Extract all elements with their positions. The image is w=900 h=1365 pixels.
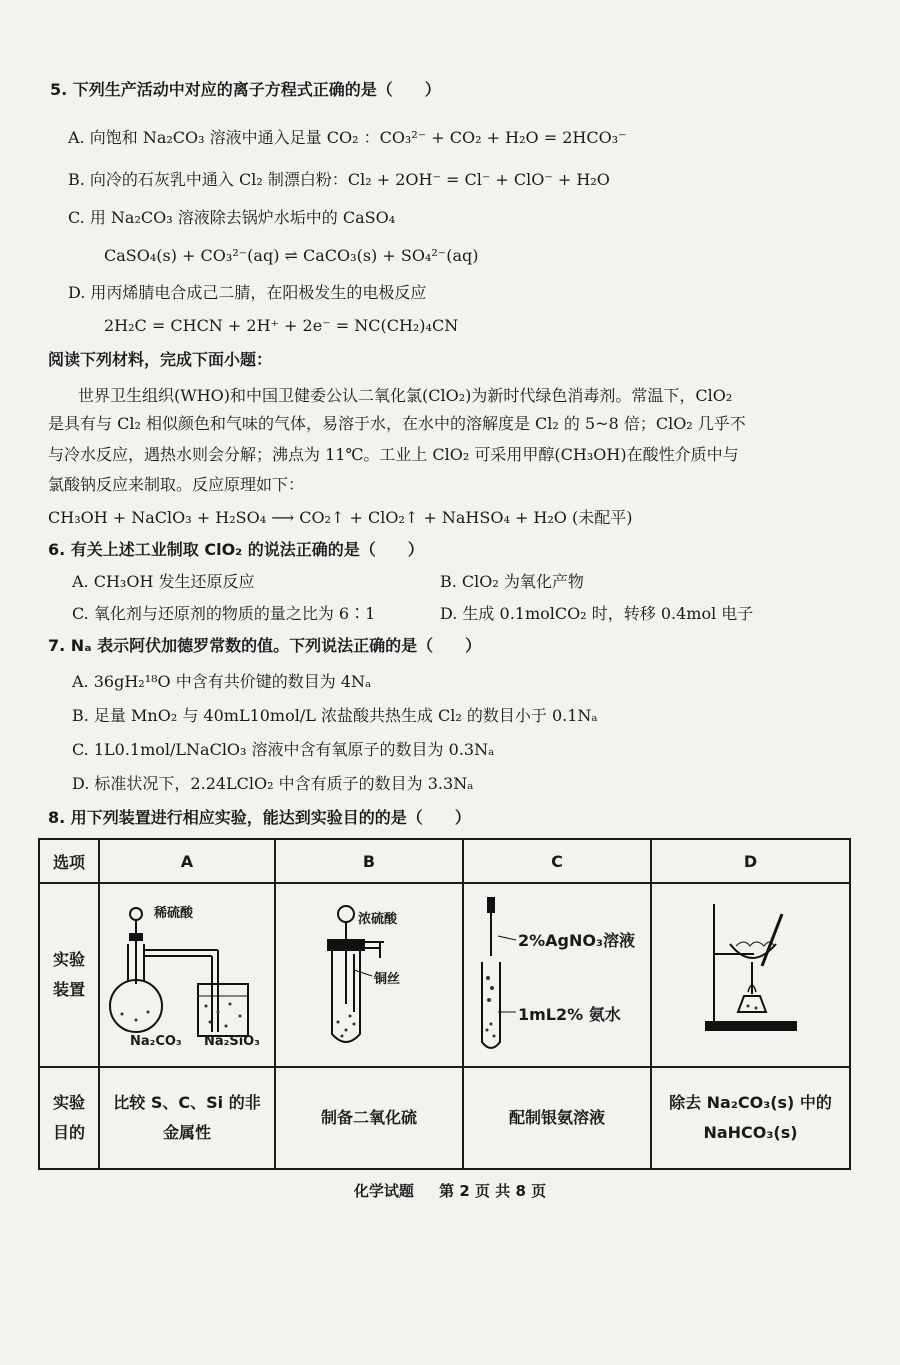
- table-header-row: [39, 839, 850, 883]
- q8-stem: 8. 用下列装置进行相应实验，能达到实验目的的是（ ）: [48, 808, 471, 827]
- purpose-a: [99, 1067, 275, 1169]
- purpose-a-line-2: 金属性: [162, 1123, 211, 1142]
- footer-page-number: 第 2 页 共 8 页: [439, 1182, 547, 1200]
- reading-line-1: 世界卫生组织(WHO)和中国卫健委公认二氧化氯(ClO₂)为新时代绿色消毒剂。常温下，ClO₂: [78, 386, 733, 405]
- apparatus-a-label-left: Na₂CO₃: [130, 1034, 182, 1049]
- q5-option-c-equation: CaSO₄(s) + CO₃²⁻(aq) ⇌ CaCO₃(s) + SO₄²⁻(aq): [104, 246, 479, 265]
- reading-equation: CH₃OH + NaClO₃ + H₂SO₄ ⟶ CO₂↑ + ClO₂↑ + NaHSO₄ + H₂O (未配平): [48, 508, 633, 527]
- q7-option-c: C. 1L0.1mol/LNaClO₃ 溶液中含有氧原子的数目为 0.3Nₐ: [72, 740, 495, 759]
- apparatus-row-label: [39, 883, 99, 1067]
- q6-option-a: A. CH₃OH 发生还原反应: [72, 572, 255, 591]
- reading-heading: 阅读下列材料，完成下面小题：: [48, 350, 273, 369]
- q7-option-a: A. 36gH₂¹⁸O 中含有共价键的数目为 4Nₐ: [72, 672, 372, 691]
- apparatus-c-label-bottom: 1mL2% 氨水: [518, 1005, 621, 1024]
- page-footer: [0, 1180, 900, 1201]
- q5-stem: 5. 下列生产活动中对应的离子方程式正确的是（ ）: [50, 80, 441, 99]
- apparatus-label-line-1: 实验: [52, 950, 85, 969]
- experiment-table: [38, 838, 851, 1170]
- q6-stem: 6. 有关上述工业制取 ClO₂ 的说法正确的是（ ）: [48, 540, 424, 559]
- q6-option-c: C. 氧化剂与还原剂的物质的量之比为 6∶1: [72, 604, 376, 623]
- apparatus-b-label-side: 铜丝: [374, 972, 401, 987]
- apparatus-b: [275, 883, 463, 1067]
- q5-option-d-equation: 2H₂C = CHCN + 2H⁺ + 2e⁻ = NC(CH₂)₄CN: [104, 316, 459, 335]
- reading-line-3: 与冷水反应，遇热水则会分解；沸点为 11℃。工业上 ClO₂ 可采用甲醇(CH₃OH)在酸性介质中与: [48, 445, 739, 464]
- header-c: C: [463, 839, 651, 883]
- header-d: D: [651, 839, 850, 883]
- purpose-a-line-1: 比较 S、C、Si 的非: [113, 1093, 261, 1112]
- header-b: B: [275, 839, 463, 883]
- q6-option-d: D. 生成 0.1molCO₂ 时，转移 0.4mol 电子: [440, 604, 754, 623]
- purpose-label-line-2: 目的: [52, 1123, 85, 1142]
- q7-stem: 7. Nₐ 表示阿伏加德罗常数的值。下列说法正确的是（ ）: [48, 636, 482, 655]
- purpose-c: [463, 1067, 651, 1169]
- q5-option-b: B. 向冷的石灰乳中通入 Cl₂ 制漂白粉：Cl₂ + 2OH⁻ = Cl⁻ + ClO⁻ + H₂O: [68, 170, 610, 189]
- purpose-d-line-1: 除去 Na₂CO₃(s) 中的: [669, 1093, 832, 1112]
- purpose-b-text: 制备二氧化硫: [320, 1108, 417, 1127]
- purpose-label-line-1: 实验: [52, 1093, 85, 1112]
- apparatus-c-label-top: 2%AgNO₃溶液: [518, 931, 636, 950]
- apparatus-label-line-2: 装置: [52, 980, 85, 999]
- q5-option-d: D. 用丙烯腈电合成己二腈，在阳极发生的电极反应: [68, 283, 427, 302]
- purpose-b: [275, 1067, 463, 1169]
- apparatus-b-label-top: 浓硫酸: [358, 912, 398, 927]
- apparatus-d: [651, 883, 850, 1067]
- purpose-d-line-2: NaHCO₃(s): [703, 1123, 798, 1142]
- apparatus-c-drawing: [464, 884, 652, 1066]
- q5-option-a: A. 向饱和 Na₂CO₃ 溶液中通入足量 CO₂ ：CO₃²⁻ + CO₂ + H₂O = 2HCO₃⁻: [68, 128, 627, 147]
- purpose-c-text: 配制银氨溶液: [508, 1108, 605, 1127]
- header-a: A: [99, 839, 275, 883]
- reading-line-4: 氯酸钠反应来制取。反应原理如下：: [48, 475, 305, 494]
- apparatus-c: [463, 883, 651, 1067]
- q7-option-b: B. 足量 MnO₂ 与 40mL10mol/L 浓盐酸共热生成 Cl₂ 的数目小于 0.1Nₐ: [72, 706, 598, 725]
- q7-option-d: D. 标准状况下，2.24LClO₂ 中含有质子的数目为 3.3Nₐ: [72, 774, 474, 793]
- apparatus-a-label-right: Na₂SiO₃: [204, 1034, 260, 1049]
- q5-option-c: C. 用 Na₂CO₃ 溶液除去锅炉水垢中的 CaSO₄: [68, 208, 396, 227]
- header-option: 选项: [39, 839, 99, 883]
- footer-subject: 化学试题: [353, 1182, 414, 1200]
- purpose-row: [39, 1067, 850, 1169]
- reading-line-2: 是具有与 Cl₂ 相似颜色和气味的气体，易溶于水，在水中的溶解度是 Cl₂ 的 5~8 倍；ClO₂ 几乎不: [48, 414, 746, 433]
- q6-option-b: B. ClO₂ 为氧化产物: [440, 572, 584, 591]
- apparatus-a: [99, 883, 275, 1067]
- apparatus-d-drawing: [652, 884, 851, 1066]
- apparatus-row: [39, 883, 850, 1067]
- purpose-row-label: [39, 1067, 99, 1169]
- apparatus-a-label-top: 稀硫酸: [154, 906, 194, 921]
- purpose-d: [651, 1067, 850, 1169]
